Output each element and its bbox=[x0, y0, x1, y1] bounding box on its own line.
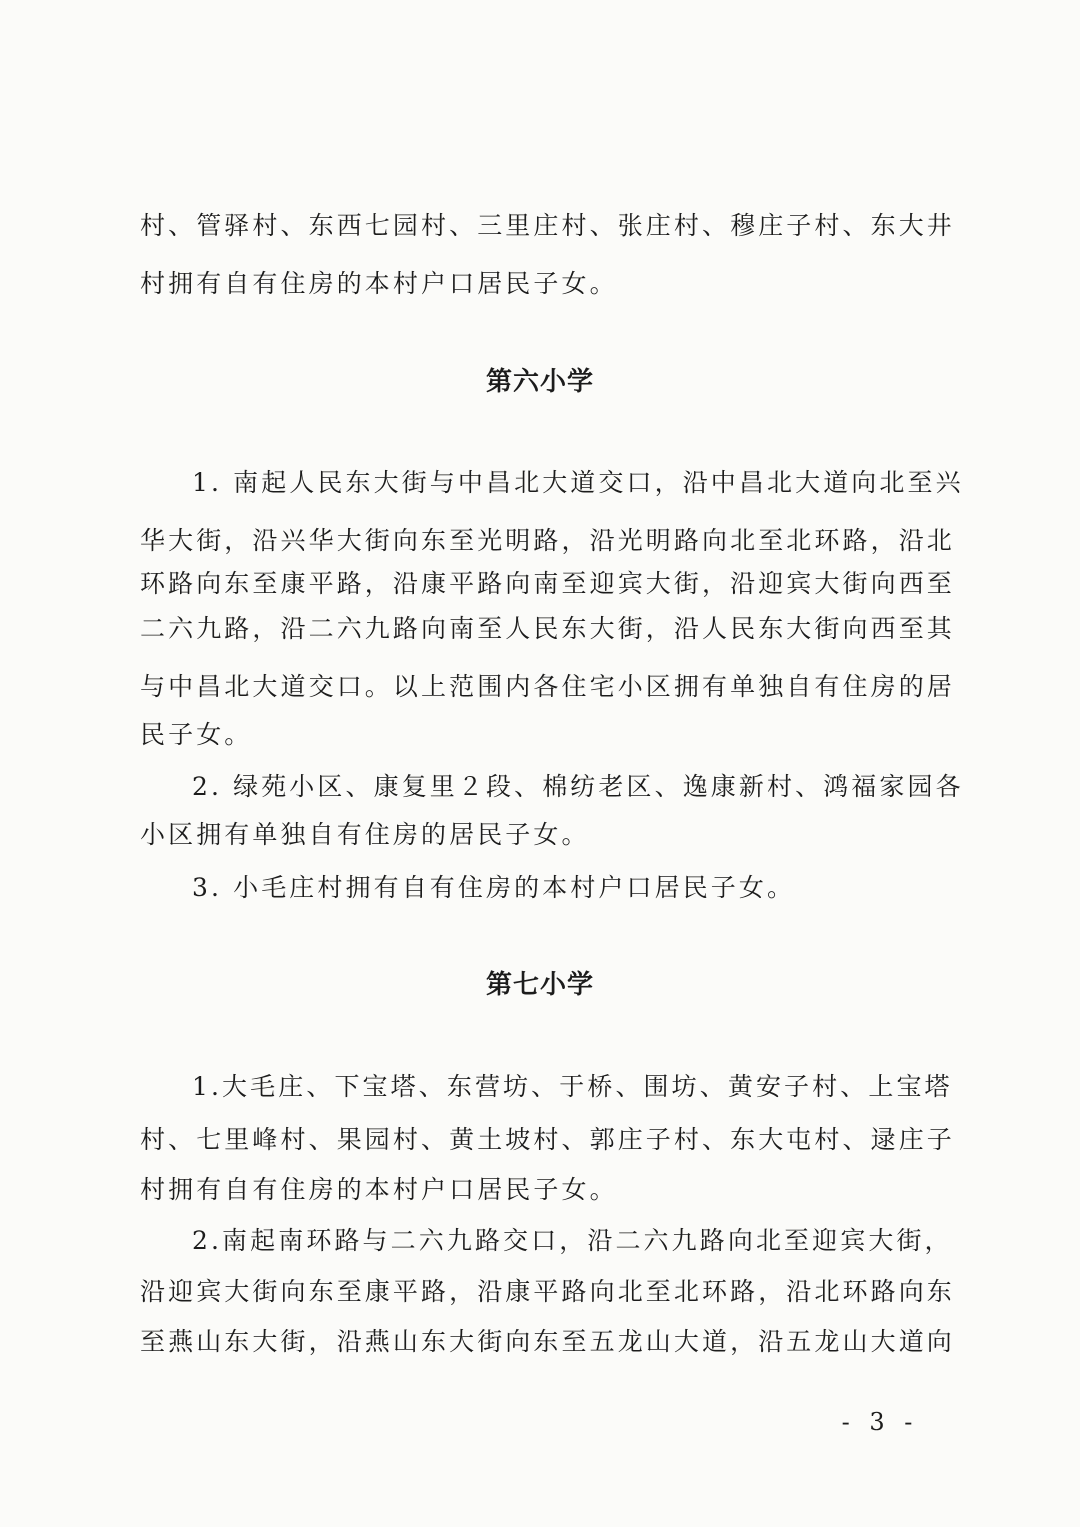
paragraph-line: 沿迎宾大街向东至康平路，沿康平路向北至北环路，沿北环路向东 bbox=[140, 1277, 955, 1306]
paragraph-line: 1.大毛庄、下宝塔、东营坊、于桥、围坊、黄安子村、上宝塔 bbox=[192, 1072, 953, 1101]
paragraph-line: 1. 南起人民东大街与中昌北大道交口，沿中昌北大道向北至兴 bbox=[192, 468, 964, 497]
paragraph-line: 村拥有自有住房的本村户口居民子女。 bbox=[140, 1175, 618, 1204]
paragraph-line: 二六九路，沿二六九路向南至人民东大街，沿人民东大街向西至其 bbox=[140, 614, 955, 643]
paragraph-line: 村拥有自有住房的本村户口居民子女。 bbox=[140, 269, 618, 298]
section-heading-school-6: 第六小学 bbox=[485, 367, 594, 397]
section-heading-school-7: 第七小学 bbox=[485, 970, 594, 1000]
paragraph-line: 小区拥有单独自有住房的居民子女。 bbox=[140, 820, 590, 849]
paragraph-line: 2.南起南环路与二六九路交口，沿二六九路向北至迎宾大街， bbox=[192, 1226, 953, 1255]
paragraph-line: 民子女。 bbox=[140, 720, 253, 749]
paragraph-line: 3. 小毛庄村拥有自有住房的本村户口居民子女。 bbox=[192, 873, 796, 902]
page-number: - 3 - bbox=[841, 1408, 919, 1436]
paragraph-line: 至燕山东大街，沿燕山东大街向东至五龙山大道，沿五龙山大道向 bbox=[140, 1327, 955, 1356]
paragraph-line: 环路向东至康平路，沿康平路向南至迎宾大街，沿迎宾大街向西至 bbox=[140, 569, 955, 598]
paragraph-line: 与中昌北大道交口。以上范围内各住宅小区拥有单独自有住房的居 bbox=[140, 672, 955, 701]
paragraph-line: 华大街，沿兴华大街向东至光明路，沿光明路向北至北环路，沿北 bbox=[140, 526, 955, 555]
paragraph-line: 村、管驿村、东西七园村、三里庄村、张庄村、穆庄子村、东大井 bbox=[140, 211, 955, 240]
paragraph-line: 村、七里峰村、果园村、黄土坡村、郭庄子村、东大屯村、逯庄子 bbox=[140, 1125, 955, 1154]
paragraph-line: 2. 绿苑小区、康复里２段、棉纺老区、逸康新村、鸿福家园各 bbox=[192, 772, 964, 801]
